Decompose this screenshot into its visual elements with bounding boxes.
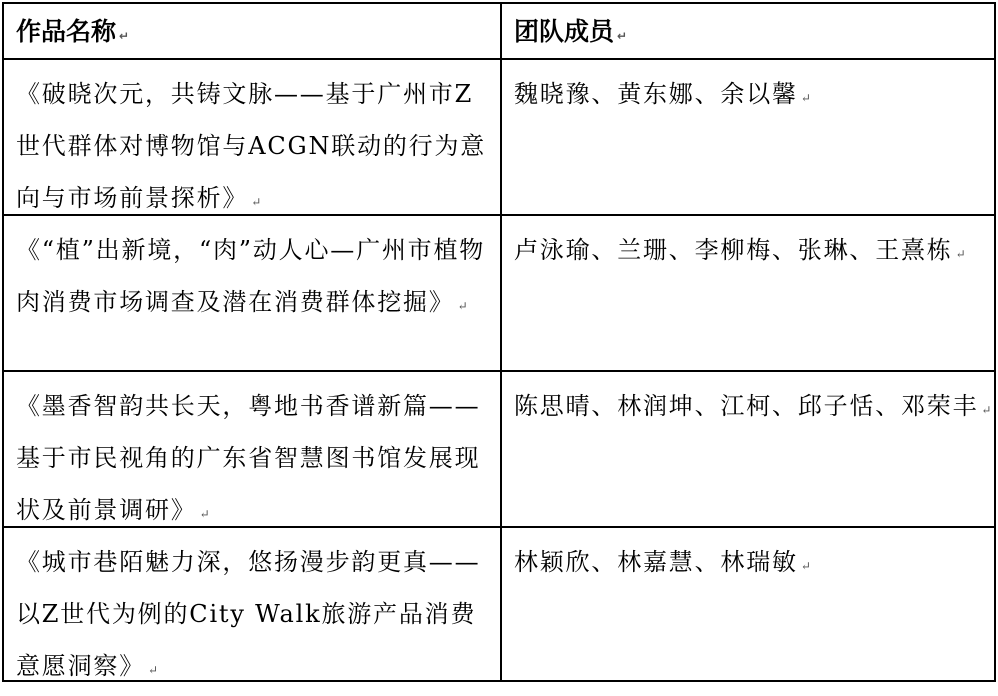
works-table bbox=[2, 2, 996, 682]
team-members: 林颖欣、林嘉慧、林瑞敏 bbox=[514, 548, 798, 576]
paragraph-mark-icon: ↵ bbox=[617, 29, 628, 43]
paragraph-mark-icon: ↵ bbox=[800, 559, 813, 573]
paragraph-mark-icon: ↵ bbox=[955, 247, 968, 261]
team-members-cell bbox=[514, 380, 994, 436]
header-team-label: 团队成员 bbox=[514, 17, 615, 46]
team-members-cell bbox=[514, 536, 994, 592]
paragraph-mark-icon: ↵ bbox=[251, 195, 264, 209]
team-members: 魏晓豫、黄东娜、余以馨 bbox=[514, 80, 798, 108]
work-title-cell bbox=[16, 224, 492, 332]
work-title: 《“植”出新境，“肉”动人心—广州市植物肉消费市场调查及潜在消费群体挖掘》 bbox=[16, 236, 486, 316]
team-members: 陈思晴、林润坤、江柯、邱子恬、邓荣丰 bbox=[514, 392, 979, 420]
team-members: 卢泳瑜、兰珊、李柳梅、张琳、王熹栋 bbox=[514, 236, 953, 264]
work-title-cell bbox=[16, 380, 492, 540]
paragraph-mark-icon: ↵ bbox=[457, 299, 470, 313]
table-row bbox=[4, 528, 994, 680]
work-title: 《破晓次元，共铸文脉——基于广州市Z世代群体对博物馆与ACGN联动的行为意向与市场前景探析》 bbox=[16, 80, 487, 212]
table-header-row bbox=[4, 4, 994, 60]
work-title-cell bbox=[16, 68, 492, 228]
paragraph-mark-icon: ↵ bbox=[119, 29, 130, 43]
paragraph-mark-icon: ↵ bbox=[800, 91, 813, 105]
header-cell-work bbox=[16, 4, 492, 64]
header-work-label: 作品名称 bbox=[16, 17, 117, 46]
team-members-cell bbox=[514, 68, 994, 124]
team-members-cell bbox=[514, 224, 994, 280]
paragraph-mark-icon: ↵ bbox=[981, 403, 994, 417]
header-cell-team bbox=[514, 4, 994, 64]
paragraph-mark-icon: ↵ bbox=[199, 507, 212, 521]
paragraph-mark-icon: ↵ bbox=[148, 663, 160, 677]
table-row bbox=[4, 372, 994, 528]
work-title: 《城市巷陌魅力深，悠扬漫步韵更真——以Z世代为例的City Walk旅游产品消费意愿洞察》 bbox=[16, 548, 481, 680]
work-title: 《墨香智韵共长天，粤地书香谱新篇——基于市民视角的广东省智慧图书馆发展现状及前景调研》 bbox=[16, 392, 481, 524]
table-row bbox=[4, 216, 994, 372]
table-row bbox=[4, 60, 994, 216]
work-title-cell bbox=[16, 536, 492, 696]
